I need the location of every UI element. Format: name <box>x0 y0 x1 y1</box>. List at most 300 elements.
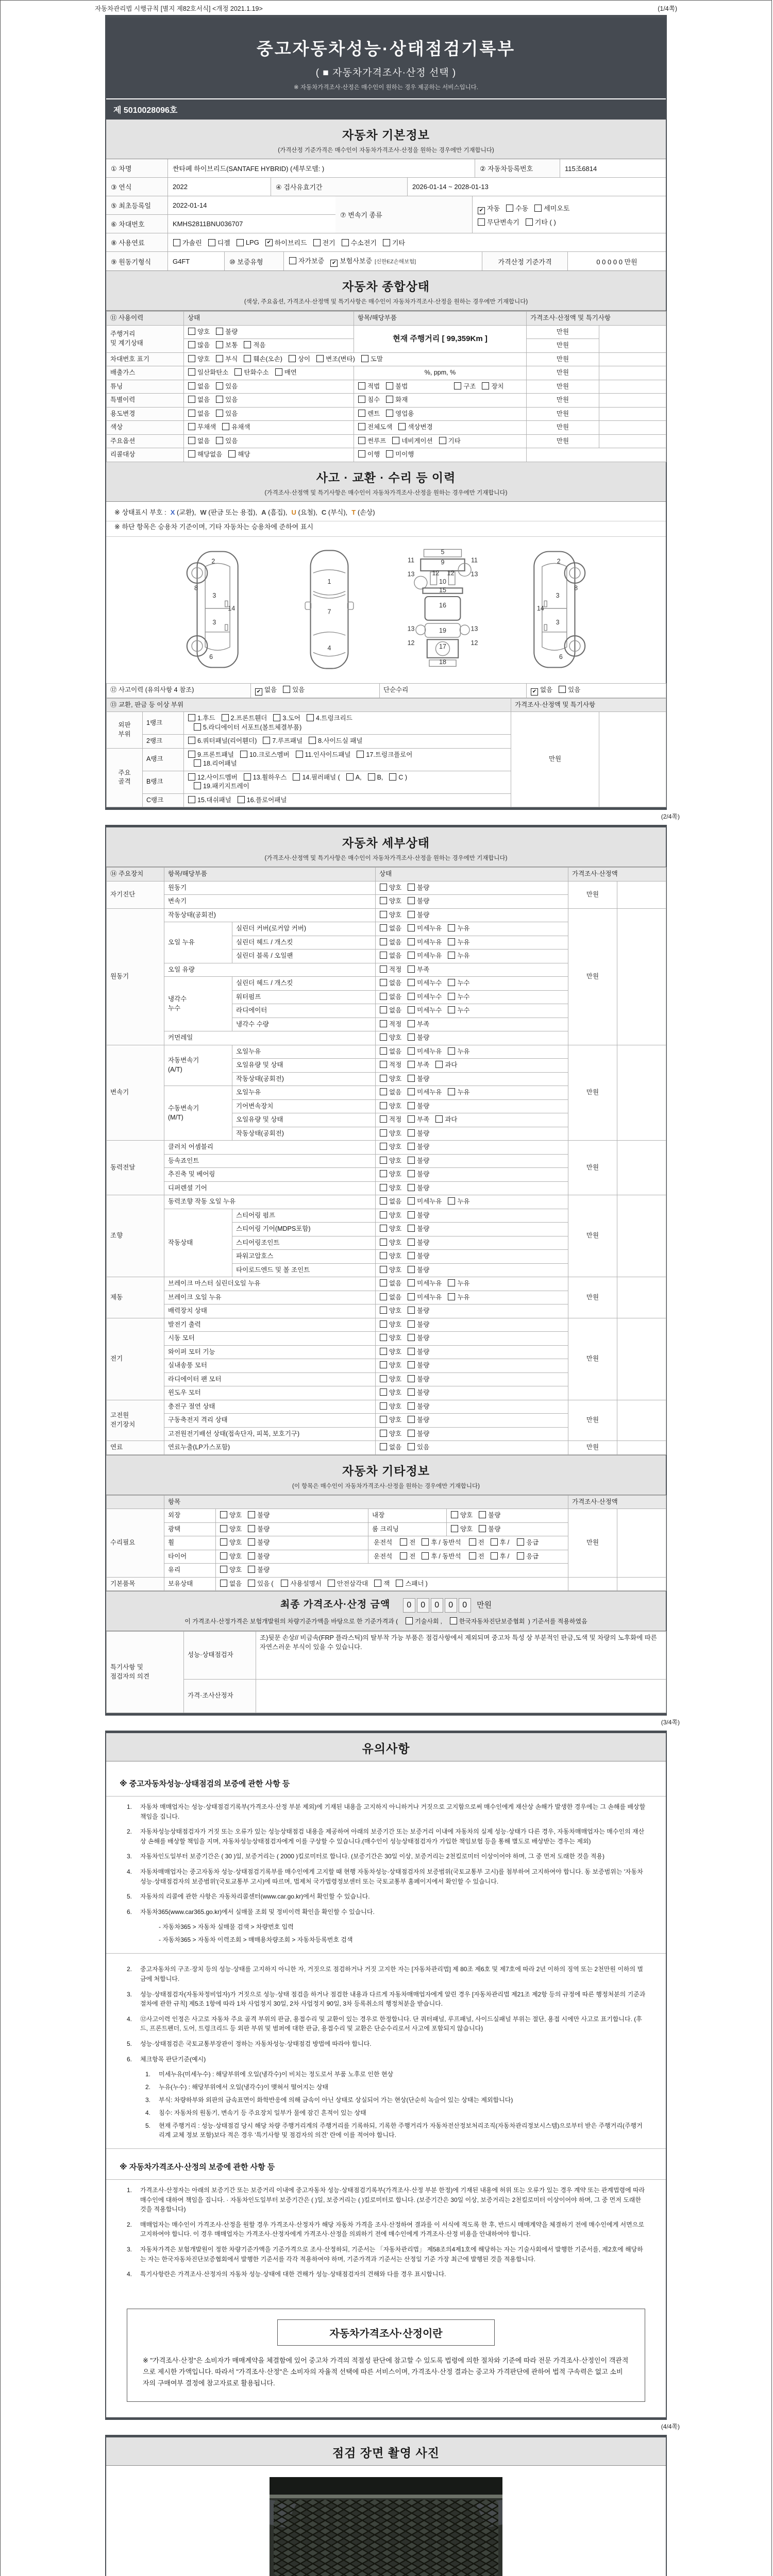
notice-item-text: 자동차성능상태점검자가 거짓 또는 오류가 있는 성능상태점검 내용을 제공하여 아래의 보증기간 또는 보증거리 이내에 자동차의 실제 성능·상태가 다른 경우, 자동차매매업자는 매수인의 재산상 손해를 배상할 책임을 지며, 자동차성능상태점검자에게 이를 구상할 수 있습니다.(매수인이 성능상태점검자가 가입한 책임보험 등을 통해 별도로 배상받는 경우는 제외) <box>140 1828 645 1845</box>
cell: 외판 부위 <box>107 712 143 749</box>
notice-item-text: 중고자동차의 구조·장치 등의 성능·상태를 고지하지 아니한 자, 거짓으로 점검하거나 거짓 고지한 자는 [자동차관리법] 제 80조 제6호 및 제7호에 따라 2년 이하의 징역 또는 2천만원 이하의 벌금에 처합니다. <box>140 1965 644 1982</box>
option-label: 양호 <box>389 1362 402 1369</box>
table-row <box>107 1195 666 1209</box>
cell <box>599 380 666 394</box>
option-label: 양호 <box>389 1143 402 1150</box>
option-label: 양호 <box>197 328 210 335</box>
notice-item-text: 자동차인도일부터 보증기간은 ( 30 )일, 보증거리는 ( 2000 )킬로미터로 합니다. (보증기간은 30일 이상, 보증거리는 2천킬로미터 이상이어야 하며, 그 중 먼저 도래한 것을 적용) <box>140 1853 605 1860</box>
cell: 오일유량 및 상태 <box>232 1113 376 1127</box>
checkbox <box>408 1211 415 1218</box>
cell: 만원 <box>527 366 599 380</box>
cell <box>568 1577 617 1591</box>
option-label: 적음 <box>253 342 266 349</box>
cell <box>184 394 354 408</box>
checkbox <box>216 328 223 335</box>
option-label: 18.리어패널 <box>203 760 237 767</box>
legend-symbol: U <box>291 508 296 516</box>
checkbox <box>400 1538 407 1546</box>
checkbox <box>380 1361 387 1368</box>
cell <box>216 1550 368 1564</box>
panel-number-label: 13 <box>407 625 415 633</box>
detail-condition-table <box>106 867 666 1455</box>
option-label: 적정 <box>389 1020 402 1028</box>
form-reference: 자동차관리법 시행규칙 [별지 제82호서식] <개정 2021.1.19> <box>95 5 263 12</box>
checkbox <box>188 382 195 389</box>
checkbox <box>408 1143 415 1150</box>
document-title: 중고자동차성능·상태점검기록부 <box>256 39 516 58</box>
checkbox <box>358 437 365 444</box>
cell: 실린더 헤드 / 개스킷 <box>232 977 376 991</box>
option-label: 양호 <box>389 1307 402 1314</box>
cell: 기어변속장치 <box>232 1099 376 1113</box>
option-label: 불량 <box>417 1266 430 1274</box>
cell: 오일누유 <box>232 1086 376 1100</box>
checkbox <box>526 218 533 226</box>
panel-number-label: 16 <box>439 601 446 609</box>
notice-item <box>127 1892 648 1902</box>
cell: ⑫ 사고이력 (유의사항 4 참조) <box>107 683 251 698</box>
table-row <box>107 698 666 712</box>
option-label: 영업용 <box>395 410 414 417</box>
cell: 만원 <box>527 352 599 366</box>
checkbox <box>506 205 513 212</box>
cell: 휠 <box>164 1536 216 1550</box>
page-3 <box>105 1731 667 2420</box>
option-label: 미세누수 <box>417 979 442 987</box>
checkbox <box>380 1293 387 1300</box>
cell: 타이로드엔드 및 볼 조인트 <box>232 1263 376 1277</box>
checkbox <box>188 714 195 721</box>
cell: 스티어링 기어(MDPS포함) <box>232 1223 376 1236</box>
appraiser-label: 가격·조사산정자 <box>184 1680 256 1713</box>
option-label: 불량 <box>417 1102 430 1110</box>
checkbox <box>248 1580 255 1587</box>
checkbox <box>380 1006 387 1013</box>
cell <box>617 1277 666 1318</box>
cell: ⑭ 주요장치 <box>107 868 164 882</box>
section-subtitle: (가격조사·산정액 및 특기사항은 매수인이 자동차가격조사·산정을 원하는 경우에만 기재합니다) <box>264 855 508 861</box>
panel-number-label: 12 <box>407 639 415 647</box>
cell: 구동축전지 격리 상태 <box>164 1414 376 1428</box>
cell: 전기 <box>107 1318 164 1400</box>
checkbox <box>188 328 195 335</box>
cell <box>617 1577 666 1591</box>
checkbox <box>374 1580 381 1587</box>
legend-symbols <box>166 509 375 516</box>
table-row <box>107 1045 666 1059</box>
option-label: 해당 <box>238 451 250 458</box>
checkbox <box>448 993 455 1000</box>
option-label: 불량 <box>488 1512 501 1519</box>
option-label: 불량 <box>417 1129 430 1137</box>
option-text: / 동반석 <box>439 1539 461 1546</box>
option-label: 불량 <box>417 1430 430 1437</box>
checkbox <box>491 1552 498 1560</box>
checkbox <box>448 1197 455 1205</box>
cell: 오일 누유 <box>164 922 232 963</box>
notice-subitem-text: 미세누유(미세누수) : 해당부위에 오일(냉각수)이 비치는 정도로서 부품 노후로 인한 현상 <box>159 2071 394 2078</box>
checkbox <box>408 1157 415 1164</box>
checkbox <box>188 773 195 781</box>
option-text: 이 가격조사·산정가격은 보험개발원의 차량기준가액을 바탕으로 한 기준가격과 ( <box>184 1618 398 1625</box>
cell: 2랭크 <box>143 735 184 749</box>
checkbox <box>479 1511 486 1518</box>
price-digit: 0 <box>445 1598 457 1613</box>
checkbox <box>408 979 415 986</box>
notice-item <box>127 2269 648 2279</box>
cell <box>184 325 354 339</box>
notice-section <box>106 2148 666 2290</box>
option-text: / <box>507 1539 510 1546</box>
notice-subitem <box>145 1922 648 1931</box>
option-label: 불량 <box>417 884 430 891</box>
checkbox <box>188 355 195 362</box>
checkbox <box>380 965 387 973</box>
checkbox <box>479 1525 486 1532</box>
cell: 현재 주행거리 [ 99,359Km ] <box>354 325 527 352</box>
option-label: 없음 <box>389 1280 402 1287</box>
cell: 광택 <box>164 1522 216 1536</box>
checkbox <box>400 1552 407 1560</box>
option-label: 양호 <box>389 884 402 891</box>
notice-item <box>127 2039 648 2049</box>
checkbox <box>389 773 396 781</box>
table-row <box>107 1141 666 1155</box>
checkbox <box>380 1402 387 1410</box>
legend-prefix: ※ 상태표시 부호 : <box>114 508 166 516</box>
cell <box>617 1509 666 1578</box>
etc-info-table <box>106 1495 666 1591</box>
reg-no-value: 115조6814 <box>560 159 666 178</box>
section-detail-header <box>106 827 666 867</box>
option-label: 없음 <box>389 1007 402 1014</box>
checkbox <box>383 239 390 246</box>
checkbox <box>380 1102 387 1109</box>
checkbox <box>361 355 368 362</box>
option-label: 13.휠하우스 <box>253 773 287 781</box>
option-label: 불량 <box>417 897 430 905</box>
legend-symbol: C <box>321 508 327 516</box>
car-side-left-diagram <box>175 545 257 674</box>
option-label: 전체도색 <box>367 423 393 431</box>
checkbox <box>188 341 195 348</box>
checkbox <box>380 1334 387 1341</box>
page-marker-3: (3/4쪽) <box>661 1719 680 1726</box>
form-meta-line <box>95 4 677 13</box>
option-label: 불량 <box>417 1334 430 1342</box>
final-price-digits <box>403 1601 473 1609</box>
checkbox <box>408 1416 415 1423</box>
notice-item-text: 성능·상태점검자(자동차정비업자)가 거짓으로 성능·상태 점검을 하거나 점검한 내용과 다르게 자동차매매업자에게 알린 경우 [자동차관리법 제21조 제2항 등의 규정에 따른 행정처분의 기준과 절차에 관한 규칙] 제5조 1항에 따라 1차 사업정지 30일, 2차 사업정지 90일, 3차 등록취소의 행정처분을 받습니다. <box>140 1990 646 2008</box>
cell <box>617 1318 666 1400</box>
checkbox <box>220 1511 227 1518</box>
table-row <box>107 421 666 435</box>
option-label: 응급 <box>526 1539 539 1546</box>
checkbox <box>439 437 446 444</box>
checkbox <box>380 1252 387 1259</box>
notice-item <box>127 2014 648 2033</box>
checkbox <box>380 1388 387 1396</box>
checkbox <box>408 965 415 973</box>
cell <box>376 1386 568 1400</box>
checkbox <box>435 1115 443 1123</box>
cell: 원동기 <box>107 908 164 1045</box>
checkbox <box>380 1020 387 1027</box>
checkbox <box>358 423 365 430</box>
panel-number-label: 8 <box>194 584 198 591</box>
panel-number-label: 12 <box>470 639 478 647</box>
cell <box>251 683 380 698</box>
option-text: / 동반석 <box>439 1552 461 1560</box>
checkbox <box>408 1033 415 1041</box>
cell <box>447 1522 568 1536</box>
cell: 내장 <box>368 1509 447 1523</box>
checkbox <box>380 1047 387 1055</box>
first-reg-value: 2022-01-14 <box>168 196 335 215</box>
cell: 수리필요 <box>107 1509 164 1578</box>
option-label: LPG <box>245 239 259 246</box>
option-text: 운전석 <box>374 1539 393 1546</box>
cell: 만원 <box>527 325 599 339</box>
cell: 스티어링 펌프 <box>232 1209 376 1223</box>
panel-number-label: 13 <box>470 625 478 633</box>
basic-row-engine-warranty <box>106 252 666 270</box>
option-label: 불량 <box>257 1539 270 1546</box>
checkbox <box>216 396 223 403</box>
checkbox <box>380 924 387 931</box>
cell <box>376 1318 568 1332</box>
cell: 만원 <box>568 1509 617 1578</box>
cell: 만원 <box>527 421 599 435</box>
checkbox <box>296 751 303 758</box>
option-label: 양호 <box>229 1525 242 1533</box>
cell <box>617 908 666 1045</box>
option-label: 5.라디에이터 서포트(볼트체결부품) <box>203 723 302 731</box>
checkbox <box>482 382 489 389</box>
legend-symbol: X <box>170 508 175 516</box>
cell <box>354 434 527 448</box>
cell <box>376 1427 568 1441</box>
cell: 만원 <box>568 1045 617 1141</box>
option-label: 불량 <box>417 1157 430 1164</box>
section-subtitle: (가격조사·산정액 및 특기사항은 매수인이 자동차가격조사·산정을 원하는 경우에만 기재합니다) <box>264 489 508 496</box>
panel-number-label: 18 <box>439 658 446 666</box>
option-label: 양호 <box>389 897 402 905</box>
checkbox <box>188 368 195 376</box>
reg-vin-column <box>106 196 335 233</box>
checkbox <box>408 1307 415 1314</box>
cell <box>376 1168 568 1182</box>
car-top-diagram <box>288 545 371 674</box>
option-label: 미세누유 <box>417 1293 442 1301</box>
notice-item <box>127 1852 648 1861</box>
cell <box>376 1223 568 1236</box>
option-label: 불량 <box>417 1211 430 1219</box>
checkbox <box>380 1279 387 1286</box>
checkbox <box>380 1211 387 1218</box>
checkbox <box>380 1143 387 1150</box>
table-row <box>107 366 666 380</box>
cell: ⑪ 사용이력 <box>107 312 184 326</box>
cell <box>376 1045 568 1059</box>
option-label: 썬루프 <box>367 437 386 445</box>
cell: 조향 <box>107 1195 164 1277</box>
section-overall-header <box>106 271 666 311</box>
table-row <box>107 1495 666 1509</box>
transmission-options <box>473 196 666 233</box>
cell <box>184 407 354 421</box>
notice-item-number: 6. <box>127 1908 132 1916</box>
checkbox <box>222 714 229 721</box>
cell: 원동기 <box>164 881 376 895</box>
cell: 변속기 <box>107 1045 164 1141</box>
cell <box>376 977 568 991</box>
price-digit: 0 <box>417 1598 429 1613</box>
base-price-value: 0 0 0 0 0 만원 <box>596 258 637 266</box>
cell: 항목 <box>164 1495 568 1509</box>
checkbox <box>380 911 387 918</box>
cell: 기본품목 <box>107 1577 164 1591</box>
checkbox <box>289 355 296 362</box>
checkbox <box>380 1061 387 1068</box>
option-label: 수동 <box>515 204 529 212</box>
cell: 고전원전기배선 상태(접속단자, 피복, 보호기구) <box>164 1427 376 1441</box>
checkbox <box>220 1580 227 1587</box>
cell <box>376 1236 568 1250</box>
checkbox <box>517 1552 524 1560</box>
cell: 유리 <box>164 1564 216 1578</box>
option-label: 양호 <box>389 1225 402 1232</box>
option-label: 없음 <box>197 410 210 417</box>
checkbox <box>380 1375 387 1382</box>
cell: 주행거리 및 계기상태 <box>107 325 184 352</box>
cell: 오일유량 및 상태 <box>232 1059 376 1073</box>
basic-row-reg-vin-trans <box>106 196 666 233</box>
title-top-rule <box>106 18 666 20</box>
checkbox <box>408 1075 415 1082</box>
table-row <box>107 908 666 922</box>
option-label: 응급 <box>526 1552 539 1560</box>
option-label: 상이 <box>297 355 311 363</box>
option-label: 누유 <box>457 938 470 946</box>
option-label: 자가보증 <box>298 257 325 265</box>
cell <box>376 1345 568 1359</box>
cell <box>527 683 666 698</box>
option-label: 없음 <box>389 952 402 959</box>
option-label: 이행 <box>367 451 380 458</box>
car-name-label: ① 차명 <box>106 159 168 178</box>
notice-subitem-number <box>145 1935 159 1944</box>
cell: 만원 <box>527 380 599 394</box>
cell: 작동상태 <box>164 1209 232 1277</box>
legend-symbol: A <box>261 508 266 516</box>
checkbox <box>380 1075 387 1082</box>
checkbox <box>237 239 244 246</box>
year-value: 2022 <box>168 178 271 196</box>
cell <box>599 394 666 408</box>
cell: 작동상태(공회전) <box>232 1072 376 1086</box>
cell: 상태 <box>376 868 568 882</box>
panel-number-label: 8 <box>574 584 578 591</box>
cell <box>184 793 511 807</box>
checkbox <box>309 737 316 744</box>
page-1 <box>105 15 667 810</box>
notice-item-text: 자동차가격은 보험개발원이 정한 차량기준가액을 기준가격으로 조사·산정하되, 기준서는 「자동차관리법」 제58조의4제1호에 해당하는 자는 기술사회에서 발행한 기준서를, 제2호에 해당하는 자는 한국자동차진단보증협회에서 발행한 기준서를 각각 적용하여야 하며, 기준가격과 기준서는 산정일 기준 가장 최근에 발행된 것을 적용합니다. <box>140 2246 643 2263</box>
notice-item <box>127 2220 648 2239</box>
page-4 <box>105 2435 667 2576</box>
cell: 가격조사·산정액 및 특기사항 <box>527 312 666 326</box>
cell <box>376 1250 568 1264</box>
option-label: 양호 <box>229 1552 242 1560</box>
base-price-label: 가격산정 기준가격 <box>482 252 568 270</box>
notice-subitem-number: 2. <box>145 2083 151 2091</box>
option-label: 누유 <box>457 952 470 959</box>
notice-section <box>106 1766 666 1953</box>
cell: 라디에이터 팬 모터 <box>164 1372 376 1386</box>
checkbox <box>408 1279 415 1286</box>
first-reg-label: ⑤ 최초등록일 <box>106 196 168 215</box>
option-label: 불량 <box>257 1566 270 1573</box>
notice-section-heading: ※ 자동차가격조사·산정의 보증에 관한 사항 등 <box>106 2154 666 2180</box>
cell: 자동변속기 (A/T) <box>164 1045 232 1086</box>
notice-section-heading: ※ 중고자동차성능·상태점검의 보증에 관한 사항 등 <box>106 1771 666 1797</box>
cell: ⑬ 교환, 판금 등 이상 부위 <box>107 698 511 712</box>
checkbox <box>380 884 387 891</box>
cell: 추진축 및 베어링 <box>164 1168 376 1182</box>
cell <box>376 1263 568 1277</box>
option-label: 부식 <box>225 355 238 363</box>
appraiser-comment <box>256 1680 666 1713</box>
panel-number-label: 12 <box>447 569 455 577</box>
option-label: 적정 <box>389 1116 402 1123</box>
checkbox <box>408 911 415 918</box>
option-label: 불량 <box>417 1348 430 1355</box>
panel-number-label: 12 <box>432 569 440 577</box>
vin-label: ⑥ 차대번호 <box>106 215 168 233</box>
option-label: 없음 <box>197 396 210 403</box>
special-notes-table <box>106 1631 666 1713</box>
cell: 디퍼렌셜 기어 <box>164 1181 376 1195</box>
option-text: 운전석 <box>374 1552 393 1560</box>
year-label: ③ 연식 <box>106 178 168 196</box>
section-accident-header <box>106 462 666 502</box>
option-label: 미세누수 <box>417 993 442 1001</box>
cell: 연료 <box>107 1441 164 1455</box>
option-label: 누유 <box>457 925 470 932</box>
option-label: 있음 <box>568 686 581 693</box>
checkbox <box>398 423 406 430</box>
option-label: 누유 <box>457 1047 470 1055</box>
option-label: 일산화탄소 <box>197 369 229 376</box>
checkbox <box>358 410 365 417</box>
checkbox <box>216 410 223 417</box>
table-row <box>107 683 666 698</box>
cell: 발전기 출력 <box>164 1318 376 1332</box>
cell: 제동 <box>107 1277 164 1318</box>
option-label: 14.필러패널 ( <box>302 773 340 781</box>
checkbox <box>448 1279 455 1286</box>
option-label: 도말 <box>370 355 383 363</box>
option-label: 있음 <box>417 1444 430 1451</box>
cell: 보유상태 <box>164 1577 216 1591</box>
checkbox <box>408 993 415 1000</box>
option-label: 양호 <box>389 1348 402 1355</box>
notice-item-number: 4. <box>127 2015 132 2023</box>
info-box-title: 자동차가격조사·산정이란 <box>277 2319 495 2346</box>
checkbox <box>216 382 223 389</box>
option-label: 4.트렁크리드 <box>315 715 352 722</box>
option-label: 미세누유 <box>417 1089 442 1096</box>
